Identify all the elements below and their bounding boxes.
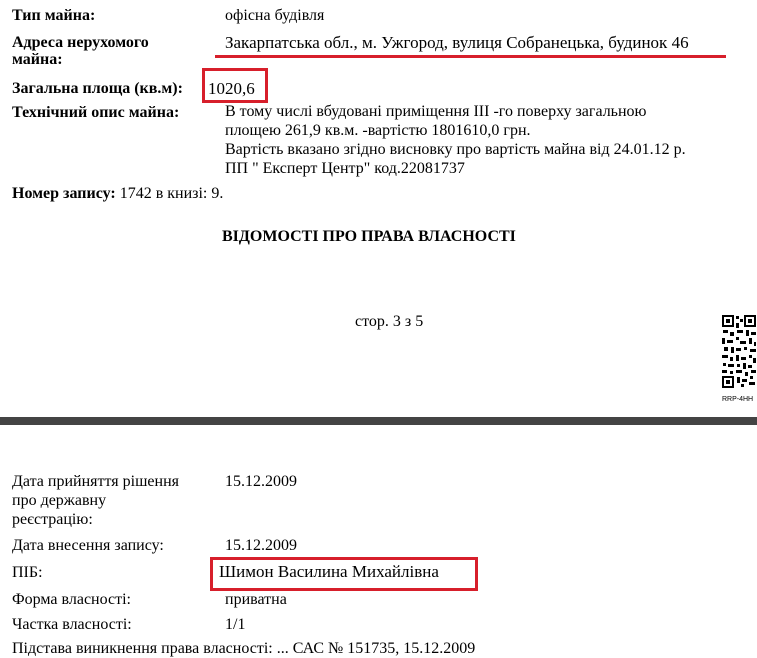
area-value: 1020,6 bbox=[208, 79, 255, 98]
ownership-share-value: 1/1 bbox=[225, 616, 246, 633]
full-name-highlight-box bbox=[210, 557, 478, 591]
area-highlight-box bbox=[202, 68, 268, 103]
address-label-line2: майна: bbox=[12, 51, 63, 68]
address-label-line1: Адреса нерухомого bbox=[12, 34, 149, 51]
decision-date-value: 15.12.2009 bbox=[225, 473, 297, 490]
property-type-value: офісна будівля bbox=[225, 7, 325, 24]
area-label: Загальна площа (кв.м): bbox=[12, 80, 183, 97]
section-title: ВІДОМОСТІ ПРО ПРАВА ВЛАСНОСТІ bbox=[222, 228, 516, 245]
description-line: площею 261,9 кв.м. -вартістю 1801610,0 грн. bbox=[225, 122, 531, 139]
record-number bbox=[12, 185, 223, 203]
qr-code-label: RRP-4HH bbox=[722, 396, 754, 403]
address-value: Закарпатська обл., м. Ужгород, вулиця Собранецька, будинок 46 bbox=[225, 33, 689, 52]
decision-date-label-line: про державну bbox=[12, 492, 107, 509]
record-value: 1742 в книзі: 9. bbox=[119, 185, 224, 202]
page-divider bbox=[0, 417, 757, 425]
full-name-value: Шимон Василина Михайлівна bbox=[219, 562, 439, 581]
entry-date-label: Дата внесення запису: bbox=[12, 537, 164, 554]
full-name-label: ПІБ: bbox=[12, 564, 43, 581]
qr-code-icon bbox=[721, 314, 757, 388]
record-label: Номер запису: bbox=[12, 185, 116, 202]
property-type-label: Тип майна: bbox=[12, 7, 96, 24]
qr-code bbox=[721, 314, 757, 388]
page-number: стор. 3 з 5 bbox=[355, 313, 424, 330]
description-line: ПП " Експерт Центр" код.22081737 bbox=[225, 160, 465, 177]
description-line: В тому числі вбудовані приміщення ІІІ -го поверху загальною bbox=[225, 103, 647, 120]
decision-date-label-line: реєстрацію: bbox=[12, 511, 93, 528]
description-label: Технічний опис майна: bbox=[12, 104, 180, 121]
ownership-share-label: Частка власності: bbox=[12, 616, 132, 633]
decision-date-label-line: Дата прийняття рішення bbox=[12, 473, 179, 490]
description-line: Вартість вказано згідно висновку про вартість майна від 24.01.12 р. bbox=[225, 141, 686, 158]
address-highlight-underline bbox=[215, 55, 726, 58]
ownership-form-label: Форма власності: bbox=[12, 591, 131, 608]
ownership-form-value: приватна bbox=[225, 591, 287, 608]
entry-date-value: 15.12.2009 bbox=[225, 537, 297, 554]
cut-off-line: Підстава виникнення права власності: ... САС № 151735, 15.12.2009 bbox=[12, 640, 476, 657]
